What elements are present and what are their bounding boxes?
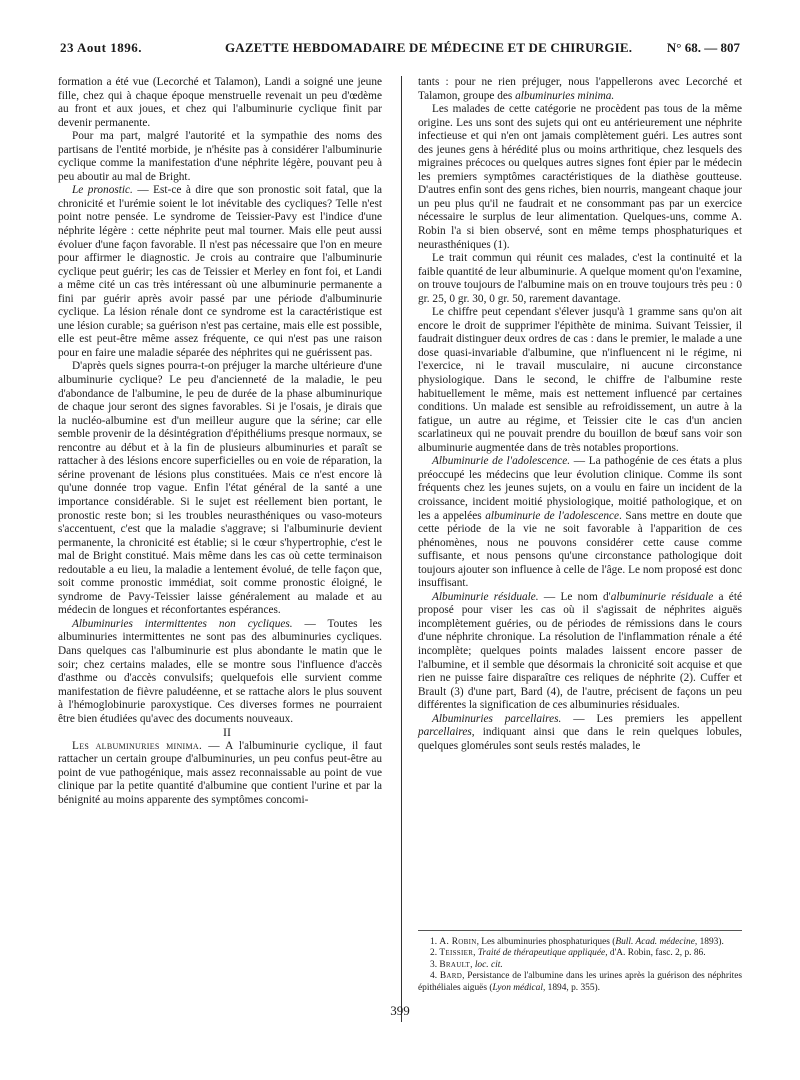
footnote-number: 3. [430, 959, 438, 970]
emphasis: albuminurie de l'adolescence [485, 509, 620, 522]
paragraph-heading: Les albuminuries minima. [72, 739, 203, 752]
paragraph [418, 591, 742, 713]
paragraph-text: — La pathogénie de ces états a plus préoccupé les médecins que leur évolution clinique. Comme ils sont fréquents chez les jeunes sujets, on a voulu en faire un incident de la croissance, incident moitié physiologique, moitié pathologique, et on les a appelées [418, 455, 742, 522]
footnote-text: , [470, 959, 475, 970]
paragraph [58, 740, 382, 808]
paragraph-heading: Albuminurie de l'adolescence. [432, 455, 571, 468]
paragraph: Les malades de cette catégorie ne procèdent pas tous de la même origine. Les uns sont des sujets qui ont eu antérieurement une néphrite infectieuse et qui n'en ont jamais complètement guéri. Les autres sont des jeunes gens à hérédité plus ou moins arthritique, chez lesquels des migraines précoces ou quelques autres signes font épier par le médecin les premiers symptômes caractéristiques de la diathèse goutteuse. D'autres enfin sont des gens riches, bien nourris, mangeant chaque jour un peu plus qu'il ne faudrait et ne consommant pas par un exercice nécessaire le surplus de leur alimentation. Quelques-uns, comme A. Robin l'a si bien observé, sont en même temps phosphaturiques et neurasthéniques (1). [418, 103, 742, 251]
paragraph-heading: Albuminurie résiduale. [432, 590, 539, 603]
footnote-number: 4. [430, 971, 438, 982]
paragraph-text: a été proposé pour viser les cas où il s'agissait de néphrites aiguës incomplètement guéries, ou de périodes de rémissions dans le cours d'une néphrite chronique. La résolution de l'inflammation rénale a été incomplète; quelques points malades laissent encore passer de l'albumine, et il semble que désormais la chronicité soit acquise et que rien ne puisse faire disparaître ces reliques de néphrite (2). Cuffer et Brault (3) d'une part, Bard (4), de l'autre, précisent de façons un peu différentes la signification de ces albuminuries résiduales. [418, 590, 742, 712]
emphasis: albuminuries minima. [515, 89, 615, 102]
footnote-author: A. Robin [439, 937, 477, 947]
issue-date: 23 Aout 1896. [60, 40, 142, 55]
paragraph-heading: Albuminuries parcellaires. [432, 712, 562, 725]
issue-number: N° 68. — 807 [666, 40, 740, 55]
footnote [418, 971, 742, 994]
paragraph: Pour ma part, malgré l'autorité et la sympathie des noms des partisans de l'entité morbide, je n'hésite pas à considérer l'albuminurie cyclique comme la manifestation d'une néphrite légère, pouvant peu à peu aboutir au mal de Bright. [58, 130, 382, 183]
emphasis: albuminurie résiduale [610, 590, 714, 603]
paragraph-text: tants : pour ne rien préjuger, nous l'appellerons avec Lecorché et Talamon, groupe des [418, 76, 742, 102]
footnote-number: 1. [430, 937, 438, 947]
footnote-author: Teissier [439, 948, 474, 959]
footnote-author: Brault [439, 959, 471, 970]
footnote-author: Bard [439, 971, 463, 982]
paragraph-heading: Albuminuries intermittentes non cycliques. [72, 617, 293, 630]
paragraph-text: — A l'albuminurie cyclique, il faut rattacher un certain groupe d'albuminuries, un peu confus peut-être au point de vue pathogénique, mais assez reconnaissable au point de vue clinique par la petite quantité d'albumine que contient l'urine et par la bénignité au moins apparente des symptômes concomi- [58, 739, 382, 806]
footnote-number: 2. [430, 948, 438, 959]
footnotes [418, 930, 742, 994]
paragraph-text: — Le nom d' [538, 590, 611, 603]
paragraph-text: . Sans mettre en doute que cette période de la vie ne soit favorable à l'apparition de ces phénomènes, nous ne pouvons considérer cette cause comme suffisante, et nous pensons qu'une circonstance pathologique doit toujours ajouter son influence à celle de l'âge. Le nom proposé est donc insuffisant. [418, 509, 743, 590]
right-column [418, 76, 742, 753]
paragraph [418, 713, 742, 754]
paragraph [58, 184, 382, 360]
footnote-reference: Bull. Acad. médecine [615, 937, 695, 947]
paragraph [418, 455, 742, 590]
footnote-text: , Persistance de l'albumine dans les urines après la guérison des néphrites épithéliales aiguës ( [418, 971, 743, 993]
footnote [418, 960, 742, 971]
paragraph-text: — Les premiers les appellent [561, 712, 742, 725]
paragraph: Le chiffre peut cependant s'élever jusqu'à 1 gramme sans qu'on ait encore le droit de supprimer l'épithète de minima. Suivant Teissier, il faudrait distinguer deux ordres de cas : dans le premier, le malade a une dose quasi-invariable d'albumine, que n'influencent ni le régime, ni l'exercice, ni le travail musculaire, ni aucune circonstance physiologique. Dans le second, le chiffre de l'albumine reste habituellement le même, mais est nettement influencé par certaines conditions. Un malade est sensible au refroidissement, un autre à la fatigue, un autre au régime, et Teissier cite le cas d'un ancien scarlatineux qui ne pouvait prendre du bouillon de bœuf sans voir son albuminurie augmentée dans de très notables proportions. [418, 306, 742, 454]
section-number: II [223, 725, 231, 740]
paragraph-heading: Le pronostic. [72, 184, 133, 197]
paragraph: D'après quels signes pourra-t-on préjuger la marche ultérieure d'une albuminurie cyclique? Le peu d'ancienneté de la maladie, le peu d'abondance de l'albumine, le peu de durée de la phase albuminurique de chaque jour seront des signes favorables. Si je l'osais, je dirais que la nucléo-albumine est d'un meilleur augure que la sérine; car elle semble provenir de la désintégration d'épithéliums presque normaux, se rencontre au début et à la fin de plusieurs albuminuries et paraît se rattacher à des lésions encore superficielles ou en voie de réparation, la sérine provenant de lésions plus constituées. Mais ce n'est encore là qu'une donnée trop vague. Enfin l'état général de la santé a une importance considérable. Si le sujet est réellement bien portant, le pronostic reste bon; si les troubles neurasthéniques ou vaso-moteurs s'accentuent, c'est que la maladie s'aggrave; si l'albuminurie devient permanente, la chronicité est établie; si le cœur s'hypertrophie, c'est le mal de Bright constitué. Mais même dans les cas où cette terminaison redoutable a eu lieu, la maladie a lentement évolué, de telle façon que, soit comme pronostic immédiat, soit comme pronostic éloigné, le syndrome de Pavy-Teissier laisse généralement au malade et au médecin de longues et réconfortantes espérances. [58, 360, 382, 617]
paragraph-text: , indiquant ainsi que dans le rein quelques lobules, quelques glomérules sont seuls restés malades, le [418, 726, 742, 752]
journal-title: GAZETTE HEBDOMADAIRE DE MÉDECINE ET DE CHIRURGIE. [225, 40, 633, 55]
left-column [58, 76, 382, 808]
footnote-text: , [473, 948, 478, 959]
footnote [418, 937, 742, 948]
footnote-text: , 1894, p. 355). [542, 982, 600, 993]
paragraph-text: — Est-ce à dire que son pronostic soit fatal, que la chronicité et l'urémie soient le lot inévitable des cycliques? Telle n'est point notre pensée. Le syndrome de Teissier-Pavy est l'indice d'une néphrite légère : cette néphrite peut mal tourner. Mais elle peut aussi évoluer d'une façon favorable. Il n'est pas nécessaire que l'on en meure pour affirmer le diagnostic. Je crois au contraire que l'albuminurie cyclique peut guérir; les cas de Teissier et Merley en font foi, et Landi a même cité un cas très intéressant où une albuminurie permanente a fini par guérir après avoir passé par une période d'albuminurie cyclique. La lésion rénale dont ce syndrome est la caractéristique est une lésion curable; sa guérison n'est pas certaine, mais elle est possible, elle est peut-être même assez fréquente, ce qui n'est pas une raison pour en faire une maladie séparée des néphrites qui ne guérissent pas. [58, 184, 382, 359]
footnote-text: , d'A. Robin, fasc. 2, p. 86. [605, 948, 706, 959]
paragraph [418, 76, 742, 103]
paragraph [58, 618, 382, 726]
footnote-text: , Les albuminuries phosphaturiques ( [476, 937, 616, 947]
footnote-reference: Traité de thérapeutique appliquée [477, 948, 606, 959]
footnote [418, 948, 742, 959]
footnote-reference: loc. cit. [474, 959, 503, 970]
footnote-reference: Lyon médical [492, 982, 543, 993]
page-number: 399 [390, 1003, 410, 1018]
footnote-text: , 1893). [694, 937, 724, 947]
column-divider [401, 76, 402, 1022]
running-header [60, 40, 740, 62]
emphasis: parcellaires [418, 726, 472, 739]
paragraph-text: — Toutes les albuminuries intermittentes ne sont pas des albuminuries cycliques. Dans quelques cas l'albuminurie est plus abondante le matin que le soir; chez certains malades, elle se montre sous l'influence d'accès d'asthme ou d'accès convulsifs; quelquefois elle survient comme manifestation de fièvre paludéenne, et se rattache alors le plus souvent à l'hémoglobinurie paroxystique. Ces diverses formes ne pourraient être bien étudiées qu'avec des documents nouveaux. [58, 617, 382, 725]
paragraph: Le trait commun qui réunit ces malades, c'est la continuité et la faible quantité de leur albuminurie. A quelque moment qu'on l'examine, on trouve toujours de l'albumine mais on en trouve toujours très peu : 0 gr. 25, 0 gr. 30, 0 gr. 50, rarement davantage. [418, 252, 742, 305]
paragraph: formation a été vue (Lecorché et Talamon), Landi a soigné une jeune fille, chez qui à chaque époque menstruelle revenait un peu d'œdème au front et aux joues, et chez qui l'albuminurie cyclique finit par devenir permanente. [58, 76, 382, 129]
